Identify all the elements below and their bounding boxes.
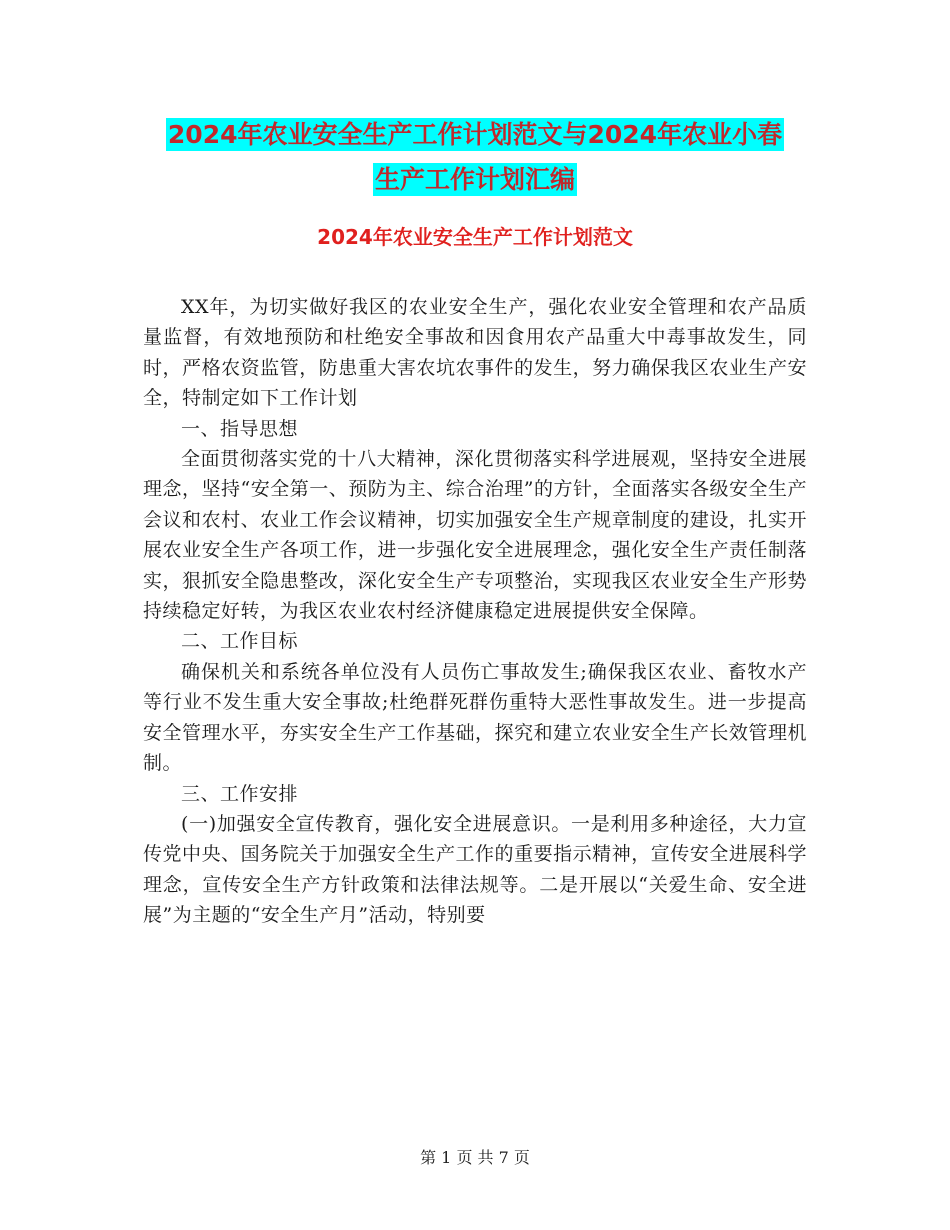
section-title: 2024年农业安全生产工作计划范文 xyxy=(317,225,633,249)
paragraph-work-goals: 确保机关和系统各单位没有人员伤亡事故发生;确保我区农业、畜牧水产等行业不发生重大安全事故;杜绝群死群伤重特大恶性事故发生。进一步提高安全管理水平，夯实安全生产工作基础，探究和建立农业安全生产长效管理机制。 xyxy=(143,660,807,775)
heading-work-arrangement: 三、工作安排 xyxy=(181,782,299,805)
paragraph-work-arrangement: (一)加强安全宣传教育，强化安全进展意识。一是利用多种途径，大力宣传党中央、国务院关于加强安全生产工作的重要指示精神，宣传安全进展科学理念，宣传安全生产方针政策和法律法规等。二是开展以“关爱生命、安全进展”为主题的“安全生产月”活动，特别要 xyxy=(143,812,807,927)
heading-work-goals: 二、工作目标 xyxy=(181,630,299,653)
document-title-line-2: 生产工作计划汇编 xyxy=(374,165,575,194)
page-number-label: 第 1 页 共 7 页 xyxy=(420,1148,530,1167)
page-footer xyxy=(0,1148,950,1168)
document-title xyxy=(140,112,810,202)
document-body xyxy=(143,292,807,931)
heading-guiding-ideology: 一、指导思想 xyxy=(181,417,299,440)
paragraph-intro: XX年，为切实做好我区的农业安全生产，强化农业安全管理和农产品质量监督，有效地预防和杜绝安全事故和因食用农产品重大中毒事故发生，同时，严格农资监管，防患重大害农坑农事件的发生，努力确保我区农业生产安全，特制定如下工作计划 xyxy=(143,296,807,410)
document-title-line-1: 2024年农业安全生产工作计划范文与2024年农业小春 xyxy=(167,120,783,149)
paragraph-guiding-ideology: 全面贯彻落实党的十八大精神，深化贯彻落实科学进展观，坚持安全进展理念，坚持“安全第一、预防为主、综合治理”的方针，全面落实各级安全生产会议和农村、农业工作会议精神，切实加强安全生产规章制度的建设，扎实开展农业安全生产各项工作，进一步强化安全进展理念，强化安全生产责任制落实，狠抓安全隐患整改，深化安全生产专项整治，实现我区农业安全生产形势持续稳定好转，为我区农业农村经济健康稳定进展提供安全保障。 xyxy=(143,448,807,623)
